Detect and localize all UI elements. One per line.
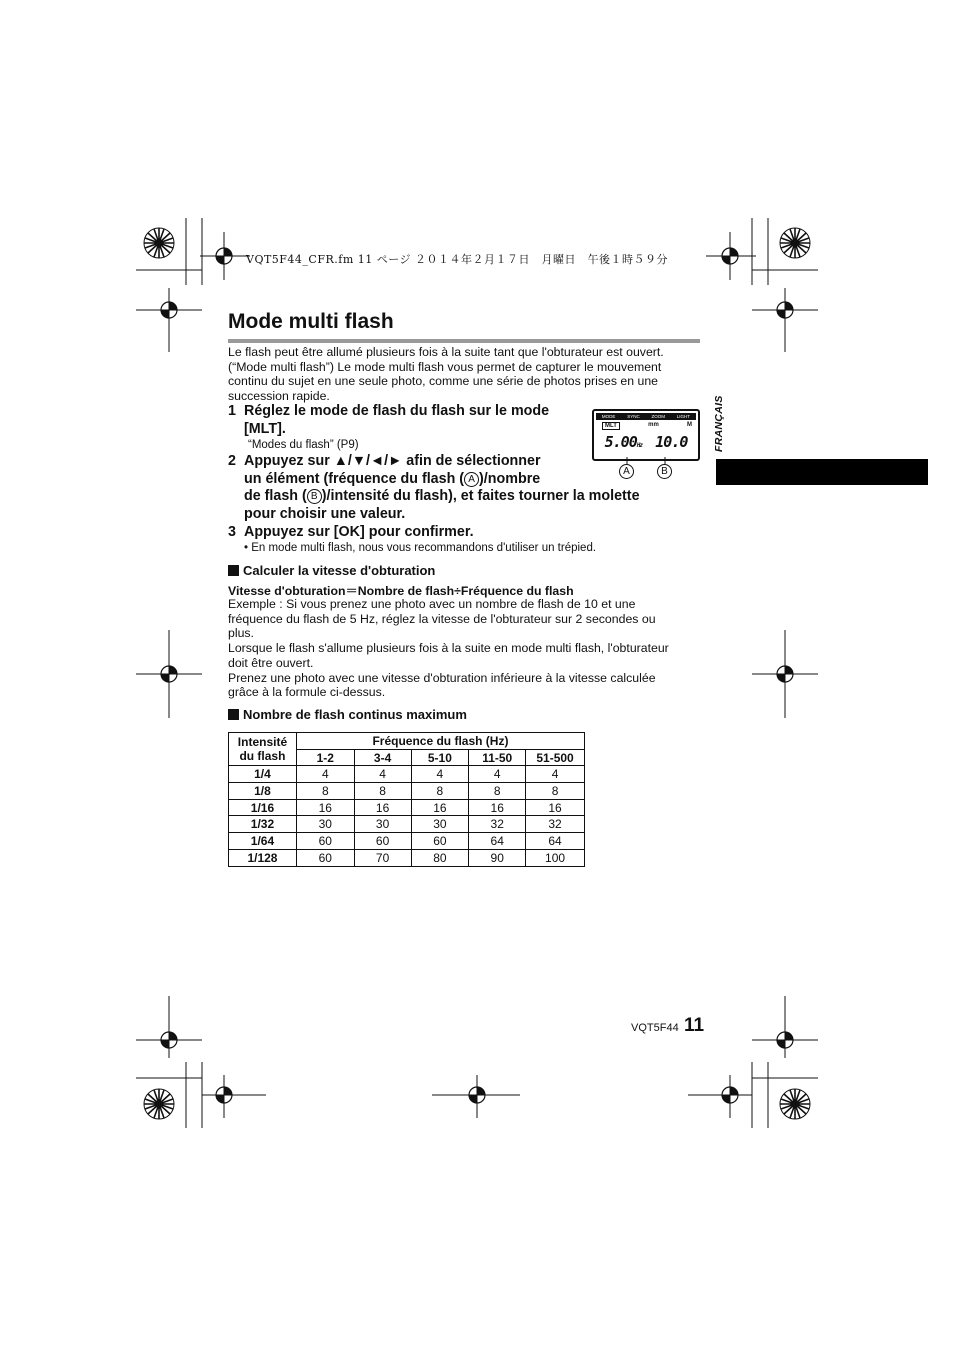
table-cell: 16 <box>526 799 585 816</box>
table-cell: 80 <box>411 849 469 866</box>
freq-header: 11-50 <box>469 749 526 766</box>
lcd-frequency: 5.00 <box>604 433 637 451</box>
step-number: 1 <box>228 403 236 419</box>
square-bullet-icon <box>228 709 239 720</box>
flash-lcd-illustration <box>592 409 700 461</box>
table-row <box>229 783 585 800</box>
table-row <box>229 816 585 833</box>
body-line: Lorsque le flash s'allume plusieurs fois à la suite en mode multi flash, l'obturateur <box>228 641 669 656</box>
table-cell: 4 <box>296 766 354 783</box>
table-cell: 60 <box>411 833 469 850</box>
lcd-label: MODE <box>601 414 616 419</box>
header-frequency: Fréquence du flash (Hz) <box>296 733 584 750</box>
table-cell: 8 <box>526 783 585 800</box>
row-label-cell: 1/8 <box>229 783 297 800</box>
language-label: FRANÇAIS <box>713 395 725 452</box>
section-heading-text: Nombre de flash continus maximum <box>243 707 467 722</box>
body-line: Prenez une photo avec une vitesse d'obturation inférieure à la vitesse calculée <box>228 670 656 685</box>
row-label-cell: 1/128 <box>229 849 297 866</box>
lcd-zoom: mm <box>648 422 659 428</box>
step-text-part: )/nombre <box>479 470 541 487</box>
table-row <box>229 766 585 783</box>
step-text: Réglez le mode de flash du flash sur le mode <box>244 403 550 419</box>
lcd-label: SYNC <box>627 414 640 419</box>
table-row <box>229 833 585 850</box>
lcd-right-indicator: M <box>687 422 692 428</box>
intro-line: continu du sujet en une seule photo, comme une série de photos prises en une <box>228 374 658 389</box>
step-note: • En mode multi flash, nous vous recommandons d'utiliser un trépied. <box>244 541 597 554</box>
step-text-part: un élément (fréquence du flash ( <box>244 470 465 487</box>
body-line: Exemple : Si vous prenez une photo avec un nombre de flash de 10 et une <box>228 597 636 611</box>
section-heading-shutter <box>228 563 435 578</box>
title-underline <box>228 339 700 343</box>
table-cell: 4 <box>469 766 526 783</box>
table-cell: 16 <box>354 799 411 816</box>
step-text: Appuyez sur ▲/▼/◄/► afin de sélectionner <box>244 453 541 469</box>
body-line: doit être ouvert. <box>228 655 314 670</box>
body-line: plus. <box>228 626 254 641</box>
lcd-status-row <box>594 420 698 430</box>
lcd-value-a <box>605 433 642 451</box>
table-cell: 60 <box>354 833 411 850</box>
table-cell: 32 <box>469 816 526 833</box>
lcd-label: LIGHT <box>676 414 691 419</box>
table-cell: 8 <box>469 783 526 800</box>
freq-header: 1-2 <box>296 749 354 766</box>
row-label-cell: 1/64 <box>229 833 297 850</box>
intro-line: Le flash peut être allumé plusieurs fois à la suite tant que l'obturateur est ouvert. <box>228 345 664 359</box>
header-text: Intensité <box>237 735 288 750</box>
marker-a-icon: A <box>464 472 479 487</box>
shutter-body <box>228 597 698 700</box>
table-cell: 16 <box>296 799 354 816</box>
table-cell: 60 <box>296 833 354 850</box>
table-cell: 30 <box>354 816 411 833</box>
table-cell: 32 <box>526 816 585 833</box>
table-cell: 8 <box>296 783 354 800</box>
table-cell: 64 <box>526 833 585 850</box>
body-line: grâce à la formule ci-dessus. <box>228 685 386 700</box>
table-cell: 64 <box>469 833 526 850</box>
intro-paragraph <box>228 345 698 404</box>
table-cell: 16 <box>411 799 469 816</box>
step-text: pour choisir une valeur. <box>244 505 406 522</box>
table-header-row <box>229 733 585 750</box>
page-number: 11 <box>684 1015 705 1036</box>
step-text-part: de flash ( <box>244 488 307 504</box>
lcd-value-row <box>594 430 698 451</box>
marker-b-icon: B <box>307 489 322 504</box>
flash-count-table <box>228 732 585 867</box>
row-label-cell: 1/4 <box>229 766 297 783</box>
section-heading-text: Calculer la vitesse d'obturation <box>243 563 436 578</box>
section-heading-table <box>228 707 467 722</box>
table-body <box>229 766 585 866</box>
step-text-part: )/intensité du flash), et faites tourner la molette <box>321 488 640 504</box>
header-intensity <box>229 733 297 766</box>
intro-line: succession rapide. <box>228 389 330 404</box>
table-cell: 100 <box>526 849 585 866</box>
header-text: du flash <box>239 749 286 764</box>
page-title: Mode multi flash <box>228 310 394 333</box>
table-row <box>229 849 585 866</box>
table-row <box>229 799 585 816</box>
print-file-header: VQT5F44_CFR.fm 11 ページ ２０１４年２月１７日 月曜日 午後１時５９分 <box>246 253 669 266</box>
table-cell: 70 <box>354 849 411 866</box>
table-cell: 90 <box>469 849 526 866</box>
lcd-unit: Hz <box>636 442 642 449</box>
step-text: [MLT]. <box>244 420 286 437</box>
intro-line: (“Mode multi flash”) Le mode multi flash vous permet de capturer le mouvement <box>228 359 662 374</box>
table-cell: 8 <box>354 783 411 800</box>
table-cell: 4 <box>354 766 411 783</box>
table-cell: 16 <box>469 799 526 816</box>
table-cell: 60 <box>296 849 354 866</box>
table-cell: 4 <box>411 766 469 783</box>
step-text <box>228 488 708 506</box>
lcd-label-bar <box>596 413 696 420</box>
body-line: fréquence du flash de 5 Hz, réglez la vitesse de l'obturateur sur 2 secondes ou <box>228 611 656 626</box>
step-number: 3 <box>228 524 236 540</box>
step-text: Appuyez sur [OK] pour confirmer. <box>244 524 474 540</box>
row-label-cell: 1/16 <box>229 799 297 816</box>
table-cell: 4 <box>526 766 585 783</box>
callout-a-icon: A <box>619 464 634 479</box>
lcd-count: 10.0 <box>655 433 688 451</box>
lcd-mode: MLT <box>602 422 620 430</box>
shutter-formula: Vitesse d'obturation＝Nombre de flash÷Fréquence du flash <box>228 584 574 598</box>
language-tab-bar <box>716 459 928 485</box>
freq-header: 5-10 <box>411 749 469 766</box>
callout-b-icon: B <box>657 464 672 479</box>
freq-header: 51-500 <box>526 749 585 766</box>
table-cell: 30 <box>411 816 469 833</box>
step-reference: “Modes du flash” (P9) <box>248 439 359 451</box>
step-3 <box>228 524 708 542</box>
freq-header: 3-4 <box>354 749 411 766</box>
step-number: 2 <box>228 453 236 469</box>
row-label-cell: 1/32 <box>229 816 297 833</box>
table-cell: 8 <box>411 783 469 800</box>
table-cell: 30 <box>296 816 354 833</box>
model-code: VQT5F44 <box>631 1022 679 1034</box>
square-bullet-icon <box>228 565 239 576</box>
lcd-label: ZOOM <box>651 414 665 419</box>
